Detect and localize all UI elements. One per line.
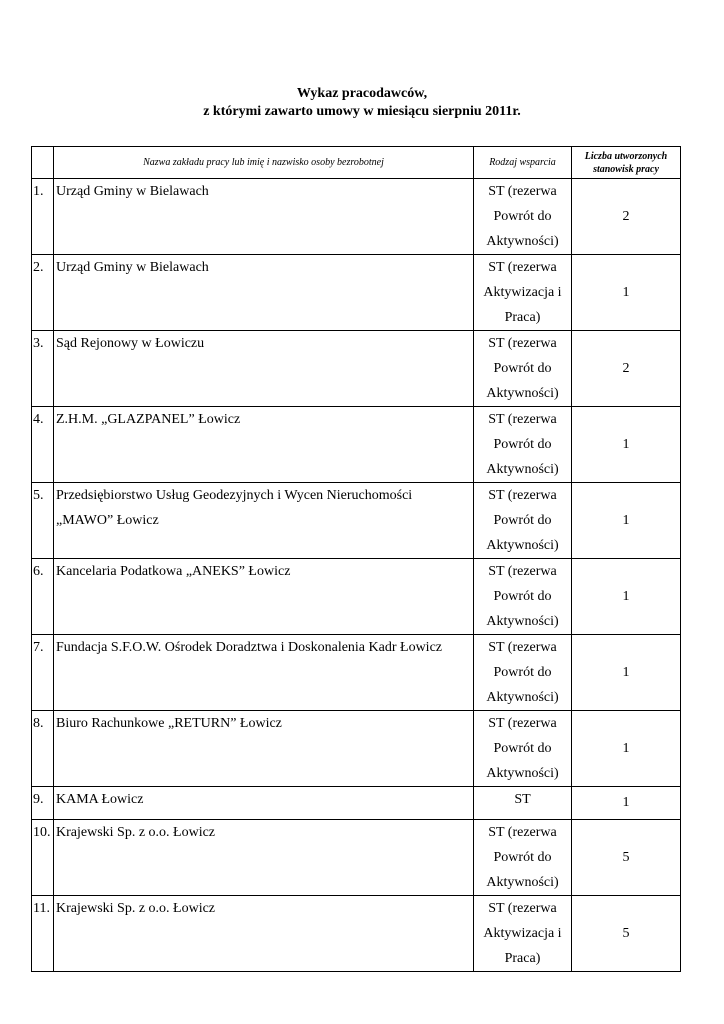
- header-number: [32, 147, 54, 179]
- table-row: [32, 483, 681, 559]
- support-type-line-1: ST (rezerwa: [488, 825, 557, 840]
- row-number: 1.: [32, 179, 54, 255]
- support-type-line-2: Powrót do: [493, 437, 552, 452]
- employer-name: [54, 635, 474, 711]
- table-row: [32, 711, 681, 787]
- employer-name: [54, 483, 474, 559]
- title-line-2: z którymi zawarto umowy w miesiącu sierpniu 2011r.: [203, 104, 521, 119]
- employer-name-line-2: „MAWO” Łowicz: [56, 513, 159, 528]
- table-row: [32, 331, 681, 407]
- table-row: [32, 896, 681, 972]
- support-type-line-1: ST (rezerwa: [488, 488, 557, 503]
- employer-name-line-1: Krajewski Sp. z o.o. Łowicz: [56, 825, 216, 840]
- support-type: [474, 787, 572, 820]
- positions-count: 1: [572, 787, 681, 820]
- employers-table: [31, 146, 681, 972]
- support-type-line-3: Aktywności): [486, 614, 559, 629]
- employer-name-line-1: Z.H.M. „GLAZPANEL” Łowicz: [56, 412, 241, 427]
- support-type-line-2: Aktywizacja i: [483, 285, 562, 300]
- employer-name: [54, 896, 474, 972]
- document-title: [0, 85, 724, 121]
- support-type-line-3: Aktywności): [486, 875, 559, 890]
- support-type-line-1: ST (rezerwa: [488, 336, 557, 351]
- employer-name: [54, 711, 474, 787]
- employer-name-line-1: Sąd Rejonowy w Łowiczu: [56, 336, 205, 351]
- support-type-line-3: Aktywności): [486, 462, 559, 477]
- row-number: 11.: [32, 896, 54, 972]
- support-type: [474, 331, 572, 407]
- employer-name: [54, 559, 474, 635]
- support-type-line-1: ST (rezerwa: [488, 412, 557, 427]
- table-row: [32, 635, 681, 711]
- table-body: [32, 179, 681, 972]
- row-number: 5.: [32, 483, 54, 559]
- support-type: [474, 635, 572, 711]
- table-row: [32, 407, 681, 483]
- support-type: [474, 255, 572, 331]
- header-support-type: Rodzaj wsparcia: [474, 147, 572, 179]
- support-type-line-2: Powrót do: [493, 209, 552, 224]
- employer-name-line-1: Biuro Rachunkowe „RETURN” Łowicz: [56, 716, 282, 731]
- header-count-line-2: stanowisk pracy: [593, 163, 659, 175]
- positions-count: 1: [572, 711, 681, 787]
- employer-name-line-1: Przedsiębiorstwo Usług Geodezyjnych i Wycen Nieruchomości: [56, 488, 413, 503]
- support-type: [474, 179, 572, 255]
- header-name: Nazwa zakładu pracy lub imię i nazwisko osoby bezrobotnej: [54, 147, 474, 179]
- positions-count: 1: [572, 407, 681, 483]
- support-type-line-1: ST: [514, 792, 531, 807]
- row-number: 4.: [32, 407, 54, 483]
- support-type-line-1: ST (rezerwa: [488, 564, 557, 579]
- employer-name-line-1: Krajewski Sp. z o.o. Łowicz: [56, 901, 216, 916]
- table-row: [32, 820, 681, 896]
- support-type-line-2: Powrót do: [493, 361, 552, 376]
- support-type-line-2: Powrót do: [493, 589, 552, 604]
- row-number: 8.: [32, 711, 54, 787]
- support-type: [474, 483, 572, 559]
- support-type-line-2: Aktywizacja i: [483, 926, 562, 941]
- employer-name: [54, 407, 474, 483]
- support-type-line-2: Powrót do: [493, 741, 552, 756]
- row-number: 6.: [32, 559, 54, 635]
- table-header-row: [32, 147, 681, 179]
- support-type-line-2: Powrót do: [493, 513, 552, 528]
- positions-count: 1: [572, 483, 681, 559]
- positions-count: 2: [572, 331, 681, 407]
- support-type-line-3: Praca): [504, 310, 541, 325]
- employer-name-line-1: Kancelaria Podatkowa „ANEKS” Łowicz: [56, 564, 291, 579]
- row-number: 3.: [32, 331, 54, 407]
- employer-name: [54, 179, 474, 255]
- row-number: 10.: [32, 820, 54, 896]
- row-number: 2.: [32, 255, 54, 331]
- support-type-line-3: Aktywności): [486, 234, 559, 249]
- support-type-line-1: ST (rezerwa: [488, 716, 557, 731]
- employer-name-line-1: KAMA Łowicz: [56, 792, 144, 807]
- positions-count: 5: [572, 820, 681, 896]
- support-type-line-1: ST (rezerwa: [488, 640, 557, 655]
- title-line-1: Wykaz pracodawców,: [296, 86, 428, 101]
- employer-name: [54, 787, 474, 820]
- support-type-line-2: Powrót do: [493, 850, 552, 865]
- support-type-line-3: Aktywności): [486, 386, 559, 401]
- employer-name: [54, 331, 474, 407]
- positions-count: 5: [572, 896, 681, 972]
- table-row: [32, 787, 681, 820]
- row-number: 9.: [32, 787, 54, 820]
- table-row: [32, 179, 681, 255]
- positions-count: 1: [572, 559, 681, 635]
- employer-name-line-1: Urząd Gminy w Bielawach: [56, 260, 209, 275]
- support-type: [474, 896, 572, 972]
- support-type-line-3: Aktywności): [486, 538, 559, 553]
- header-count-line-1: Liczba utworzonych: [584, 150, 668, 162]
- header-positions-count: [572, 147, 681, 179]
- support-type-line-3: Praca): [504, 951, 541, 966]
- support-type: [474, 407, 572, 483]
- employer-name-line-1: Fundacja S.F.O.W. Ośrodek Doradztwa i Doskonalenia Kadr Łowicz: [56, 640, 442, 655]
- support-type: [474, 711, 572, 787]
- positions-count: 1: [572, 635, 681, 711]
- table-row: [32, 559, 681, 635]
- employer-name: [54, 820, 474, 896]
- table-row: [32, 255, 681, 331]
- support-type-line-1: ST (rezerwa: [488, 184, 557, 199]
- support-type-line-3: Aktywności): [486, 690, 559, 705]
- support-type-line-3: Aktywności): [486, 766, 559, 781]
- support-type-line-2: Powrót do: [493, 665, 552, 680]
- support-type: [474, 820, 572, 896]
- positions-count: 1: [572, 255, 681, 331]
- support-type: [474, 559, 572, 635]
- row-number: 7.: [32, 635, 54, 711]
- support-type-line-1: ST (rezerwa: [488, 901, 557, 916]
- positions-count: 2: [572, 179, 681, 255]
- support-type-line-1: ST (rezerwa: [488, 260, 557, 275]
- employer-name: [54, 255, 474, 331]
- employer-name-line-1: Urząd Gminy w Bielawach: [56, 184, 209, 199]
